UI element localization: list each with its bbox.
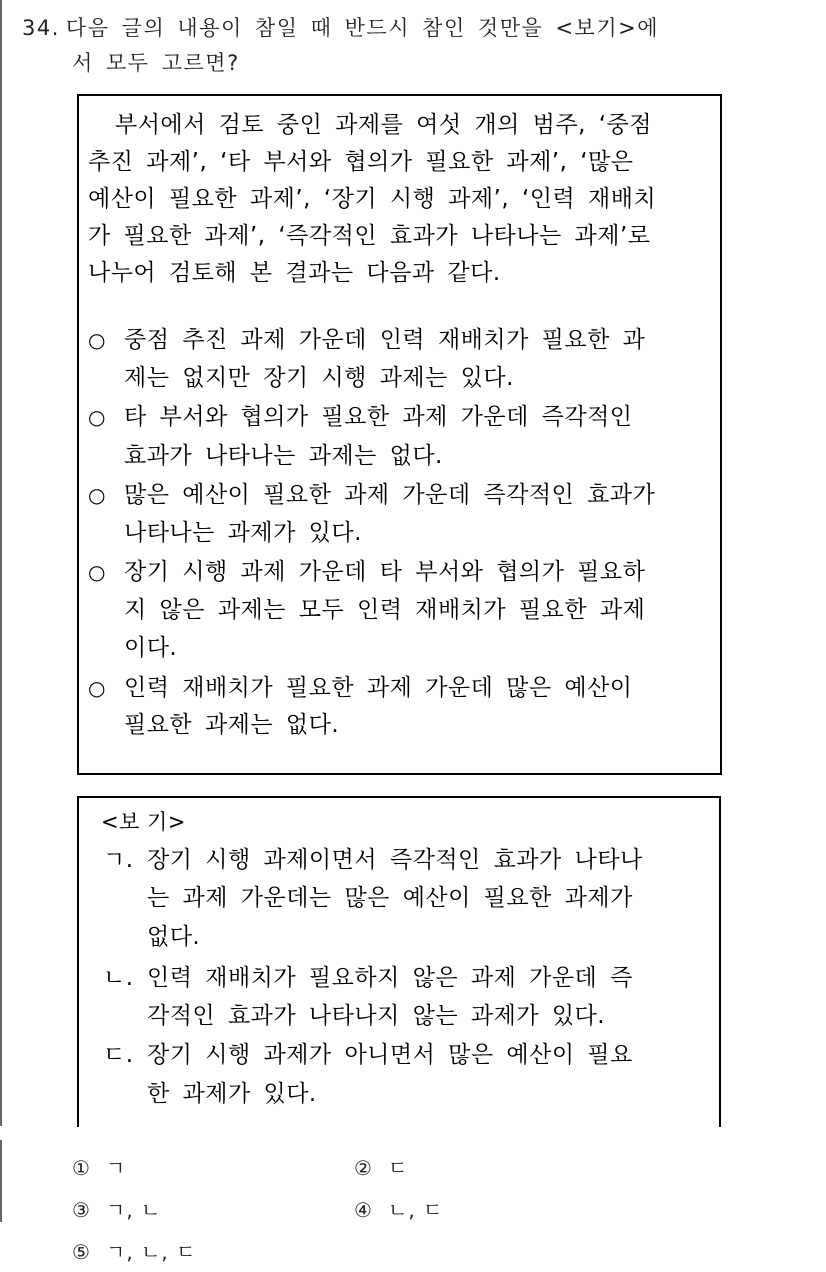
option-label: ㄱ: [106, 1156, 127, 1180]
option-number: ②: [354, 1156, 373, 1180]
question-line-2: 서 모두 고르면?: [72, 51, 240, 75]
option-5[interactable]: [72, 1239, 196, 1265]
bogi-item-line: 인력 재배치가 필요하지 않은 과제 가운데 즉: [147, 965, 633, 991]
circle-bullet-icon: ○: [88, 676, 106, 700]
bogi-item-line: 는 과제 가운데는 많은 예산이 필요한 과제가: [147, 885, 633, 911]
option-number: ①: [72, 1156, 91, 1180]
option-1[interactable]: [72, 1155, 126, 1181]
condition-line: 인력 재배치가 필요한 과제 가운데 많은 예산이: [124, 675, 633, 701]
bogi-header: <보 기>: [101, 810, 186, 834]
bogi-item-line: 장기 시행 과제이면서 즉각적인 효과가 나타나: [147, 847, 643, 873]
option-number: ③: [72, 1198, 91, 1222]
option-label: ㄴ, ㄷ: [388, 1198, 444, 1222]
condition-line: 효과가 나타나는 과제는 없다.: [124, 443, 443, 469]
page-margin-line-upper: [0, 0, 2, 1126]
question-line-1: 34. 다음 글의 내용이 참일 때 반드시 참인 것만을 <보기>에: [22, 16, 660, 40]
passage-line: 부서에서 검토 중인 과제를 여섯 개의 범주, ‘중점: [115, 112, 652, 138]
bogi-item-line: 한 과제가 있다.: [147, 1081, 317, 1107]
condition-line: 나타나는 과제가 있다.: [124, 520, 362, 546]
condition-line: 이다.: [124, 635, 178, 661]
circle-bullet-icon: ○: [88, 328, 106, 352]
condition-line: 제는 없지만 장기 시행 과제는 있다.: [124, 365, 514, 391]
condition-line: 타 부서와 협의가 필요한 과제 가운데 즉각적인: [124, 404, 633, 430]
condition-line: 장기 시행 과제 가운데 타 부서와 협의가 필요하: [124, 559, 646, 585]
page-margin-line-lower: [0, 1140, 2, 1222]
condition-line: 중점 추진 과제 가운데 인력 재배치가 필요한 과: [124, 327, 646, 353]
passage-line: 가 필요한 과제’, ‘즉각적인 효과가 나타나는 과제’로: [88, 223, 651, 249]
passage-line: 예산이 필요한 과제’, ‘장기 시행 과제’, ‘인력 재배치: [88, 186, 657, 212]
bogi-marker: ㄷ.: [103, 1042, 134, 1068]
condition-line: 많은 예산이 필요한 과제 가운데 즉각적인 효과가: [124, 482, 656, 508]
bogi-item-line: 없다.: [147, 924, 201, 950]
circle-bullet-icon: ○: [88, 405, 106, 429]
circle-bullet-icon: ○: [88, 483, 106, 507]
option-label: ㄱ, ㄴ, ㄷ: [106, 1240, 197, 1264]
bogi-marker: ㄱ.: [103, 847, 134, 873]
passage-line: 추진 과제’, ‘타 부서와 협의가 필요한 과제’, ‘많은: [88, 149, 634, 175]
option-4[interactable]: [354, 1197, 443, 1223]
option-number: ④: [354, 1198, 373, 1222]
bogi-marker: ㄴ.: [103, 965, 134, 991]
option-2[interactable]: [354, 1155, 408, 1181]
circle-bullet-icon: ○: [88, 560, 106, 584]
option-3[interactable]: [72, 1197, 161, 1223]
bogi-item-line: 장기 시행 과제가 아니면서 많은 예산이 필요: [147, 1042, 633, 1068]
condition-line: 필요한 과제는 없다.: [124, 712, 340, 738]
condition-line: 지 않은 과제는 모두 인력 재배치가 필요한 과제: [124, 597, 646, 623]
option-number: ⑤: [72, 1240, 91, 1264]
passage-line: 나누어 검토해 본 결과는 다음과 같다.: [88, 260, 501, 286]
question-number: 34.: [22, 16, 60, 40]
option-label: ㄱ, ㄴ: [106, 1198, 162, 1222]
bogi-item-line: 각적인 효과가 나타나지 않는 과제가 있다.: [147, 1003, 606, 1029]
option-label: ㄷ: [388, 1156, 409, 1180]
